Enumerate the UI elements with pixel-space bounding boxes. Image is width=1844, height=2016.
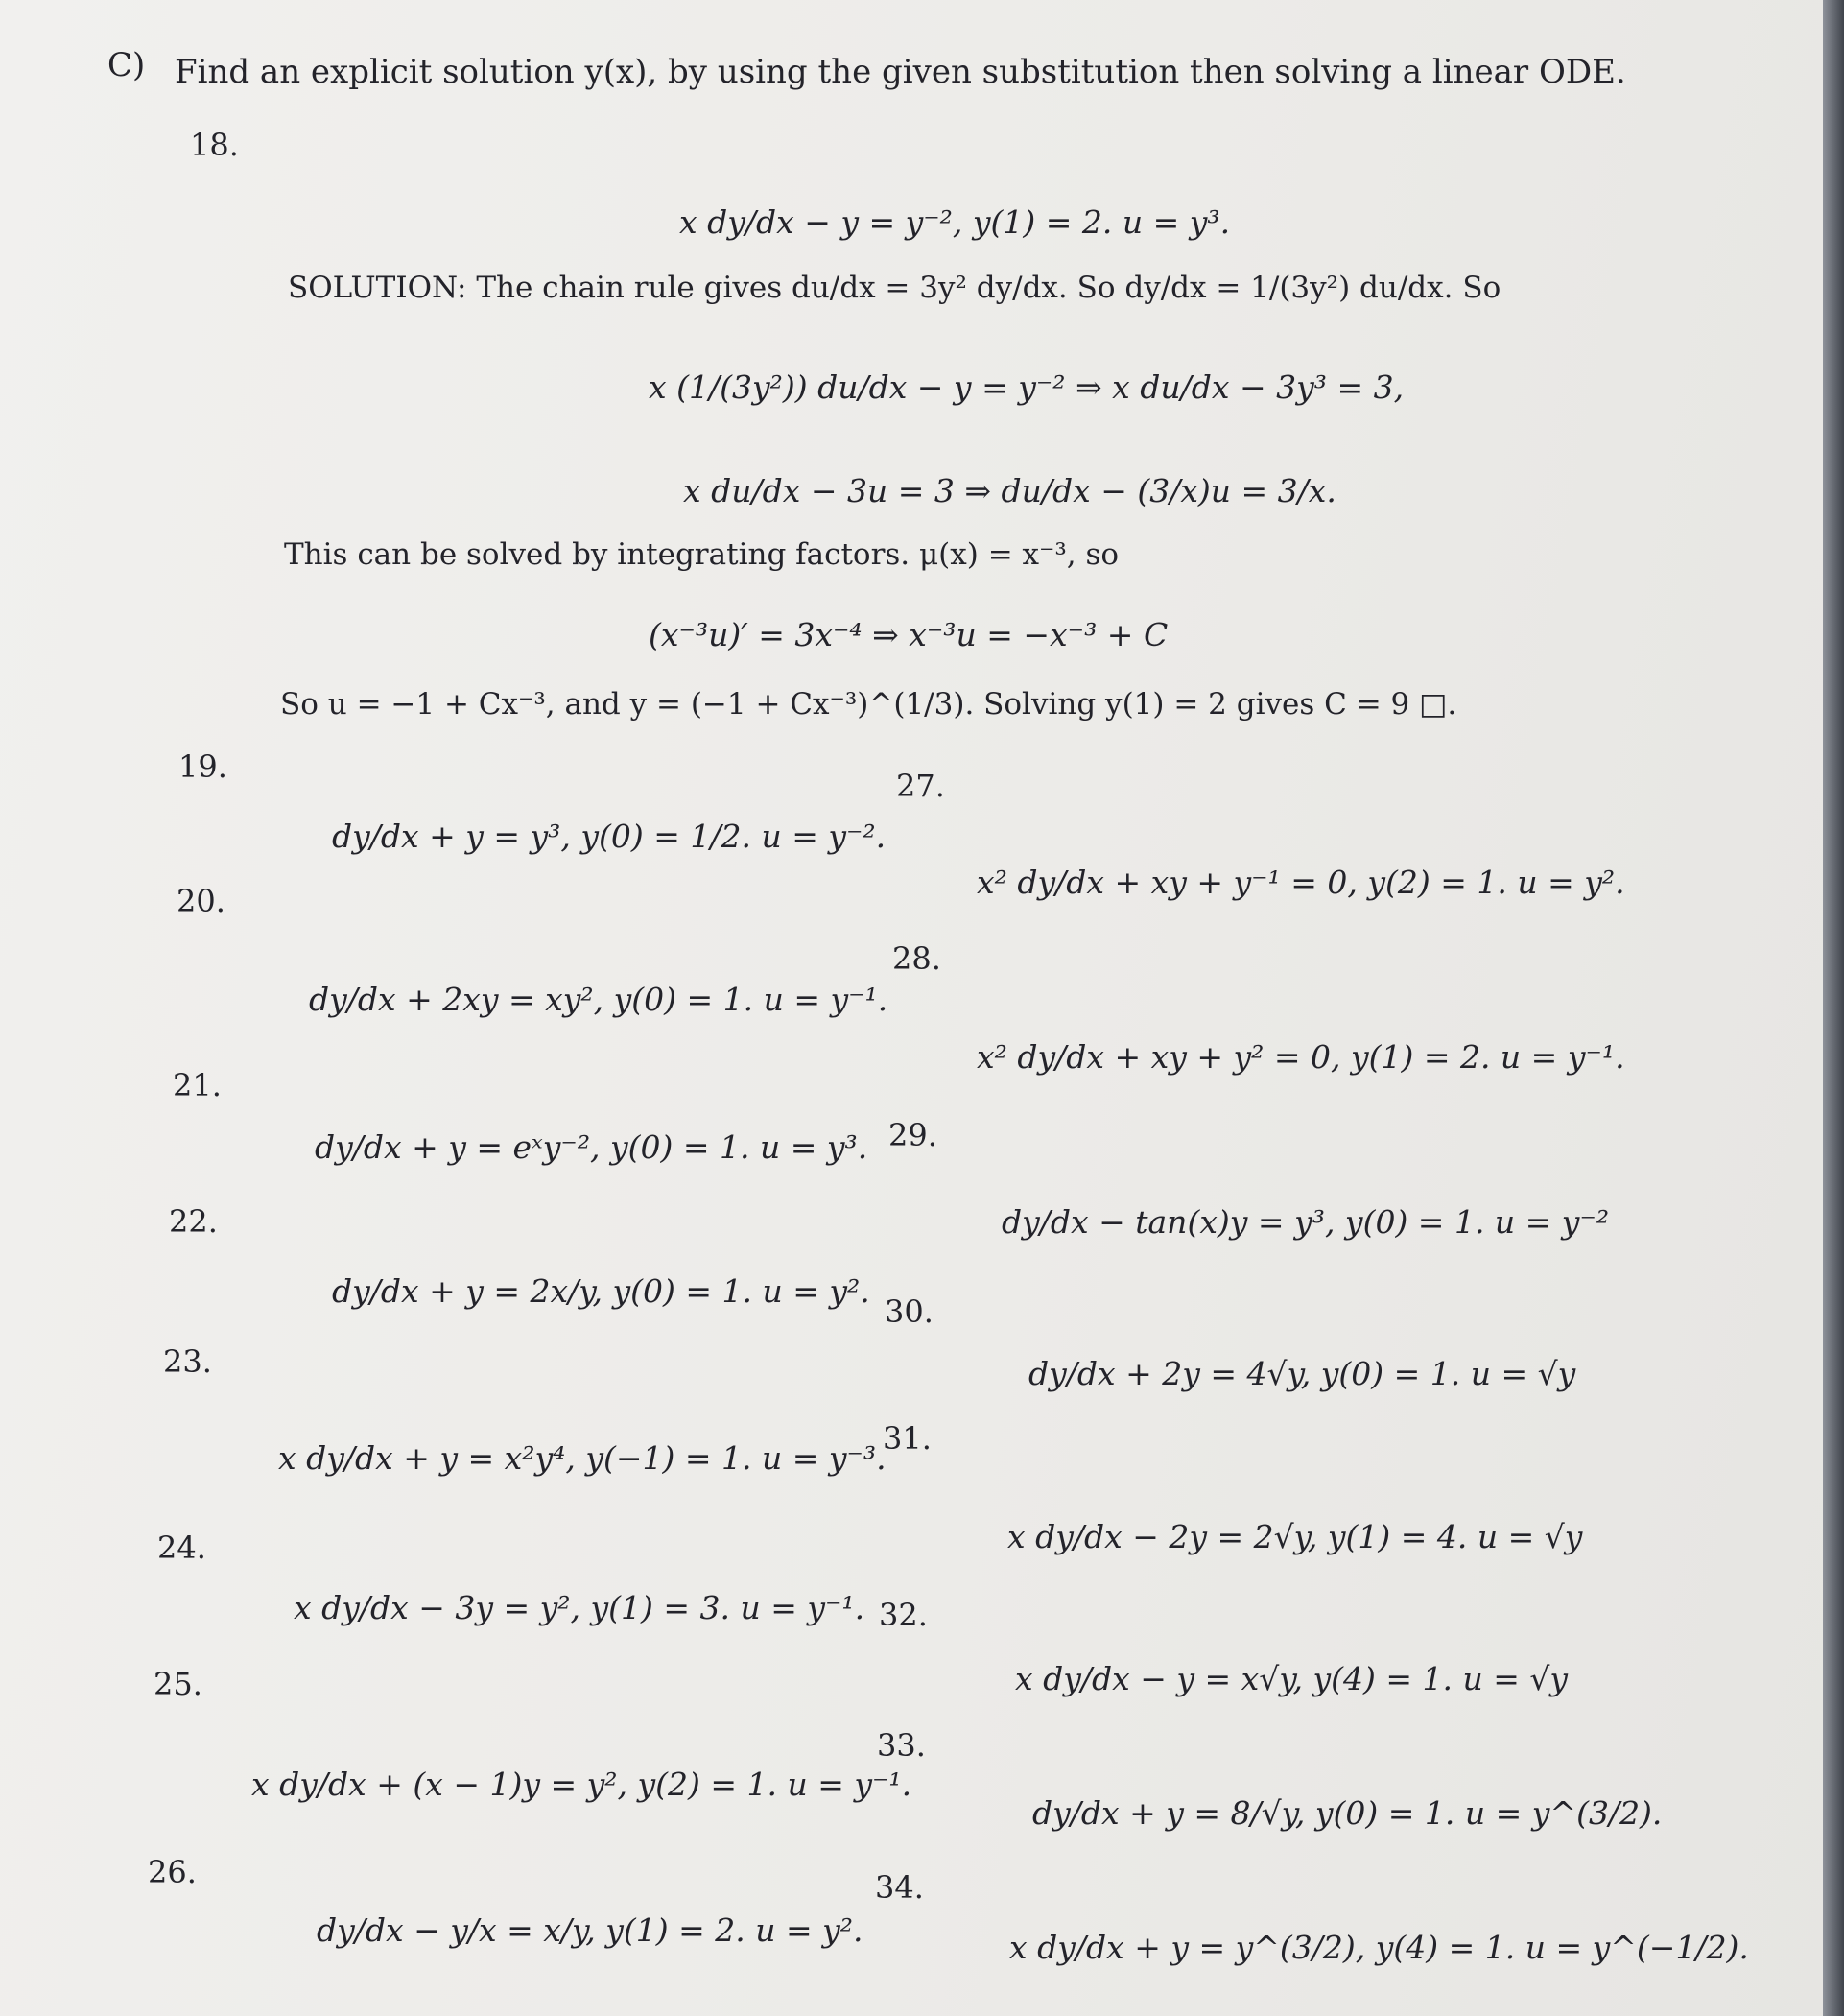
problem-28-equation: x² dy/dx + xy + y² = 0, y(1) = 2. u = y⁻¹.: [977, 1038, 1625, 1076]
problem-19-number: 19.: [178, 748, 227, 785]
problem-25-number: 25.: [154, 1666, 202, 1702]
problem-28-number: 28.: [892, 940, 941, 977]
problem-24-equation: x dy/dx − 3y = y², y(1) = 3. u = y⁻¹.: [294, 1589, 865, 1626]
problem-29-equation: dy/dx − tan(x)y = y³, y(0) = 1. u = y⁻²: [1002, 1203, 1610, 1241]
problem-25-equation: x dy/dx + (x − 1)y = y², y(2) = 1. u = y⁻¹.: [251, 1766, 912, 1803]
problem-32-equation: x dy/dx − y = x√y, y(4) = 1. u = √y: [1015, 1660, 1569, 1697]
problem-24-number: 24.: [157, 1530, 206, 1566]
problem-32-number: 32.: [879, 1597, 928, 1633]
problem-20-number: 20.: [177, 883, 225, 919]
problem-26-equation: dy/dx − y/x = x/y, y(1) = 2. u = y².: [317, 1911, 863, 1949]
problem-22-equation: dy/dx + y = 2x/y, y(0) = 1. u = y².: [332, 1272, 870, 1310]
solution-step-1: x (1/(3y²)) du/dx − y = y⁻² ⇒ x du/dx − 3y³ = 3,: [649, 368, 1405, 406]
solution-text-1: This can be solved by integrating factors. μ(x) = x⁻³, so: [284, 537, 1120, 572]
problem-31-equation: x dy/dx − 2y = 2√y, y(1) = 4. u = √y: [1007, 1518, 1583, 1555]
problem-33-equation: dy/dx + y = 8/√y, y(0) = 1. u = y^(3/2).: [1032, 1794, 1663, 1832]
problem-18-number: 18.: [190, 127, 239, 163]
problem-27-number: 27.: [896, 768, 945, 804]
problem-23-equation: x dy/dx + y = x²y⁴, y(−1) = 1. u = y⁻³.: [278, 1439, 887, 1477]
problem-31-number: 31.: [883, 1420, 932, 1457]
problem-30-equation: dy/dx + 2y = 4√y, y(0) = 1. u = √y: [1028, 1355, 1576, 1392]
problem-26-number: 26.: [148, 1854, 197, 1890]
problem-20-equation: dy/dx + 2xy = xy², y(0) = 1. u = y⁻¹.: [309, 981, 888, 1018]
problem-19-equation: dy/dx + y = y³, y(0) = 1/2. u = y⁻².: [332, 818, 887, 855]
solution-conclusion: So u = −1 + Cx⁻³, and y = (−1 + Cx⁻³)^(1/3). Solving y(1) = 2 gives C = 9 □.: [280, 687, 1457, 722]
problem-29-number: 29.: [888, 1117, 937, 1153]
problem-30-number: 30.: [885, 1293, 934, 1330]
problem-33-number: 33.: [877, 1727, 926, 1764]
solution-step-2: x du/dx − 3u = 3 ⇒ du/dx − (3/x)u = 3/x.: [683, 472, 1336, 510]
problem-34-equation: x dy/dx + y = y^(3/2), y(4) = 1. u = y^(−1/2).: [1009, 1929, 1749, 1966]
problem-21-number: 21.: [173, 1067, 222, 1103]
problem-34-number: 34.: [875, 1869, 924, 1906]
problem-18-equation: x dy/dx − y = y⁻², y(1) = 2. u = y³.: [679, 203, 1231, 241]
problem-21-equation: dy/dx + y = eˣy⁻², y(0) = 1. u = y³.: [315, 1128, 868, 1166]
problem-23-number: 23.: [163, 1343, 212, 1380]
problem-22-number: 22.: [169, 1203, 218, 1240]
solution-intro: SOLUTION: The chain rule gives du/dx = 3y² dy/dx. So dy/dx = 1/(3y²) du/dx. So: [288, 271, 1501, 305]
section-label: C): [107, 46, 146, 84]
section-instruction: Find an explicit solution y(x), by using the given substitution then solving a linear ODE.: [175, 53, 1626, 91]
solution-step-3: (x⁻³u)′ = 3x⁻⁴ ⇒ x⁻³u = −x⁻³ + C: [649, 616, 1169, 653]
problem-27-equation: x² dy/dx + xy + y⁻¹ = 0, y(2) = 1. u = y².: [977, 864, 1625, 901]
